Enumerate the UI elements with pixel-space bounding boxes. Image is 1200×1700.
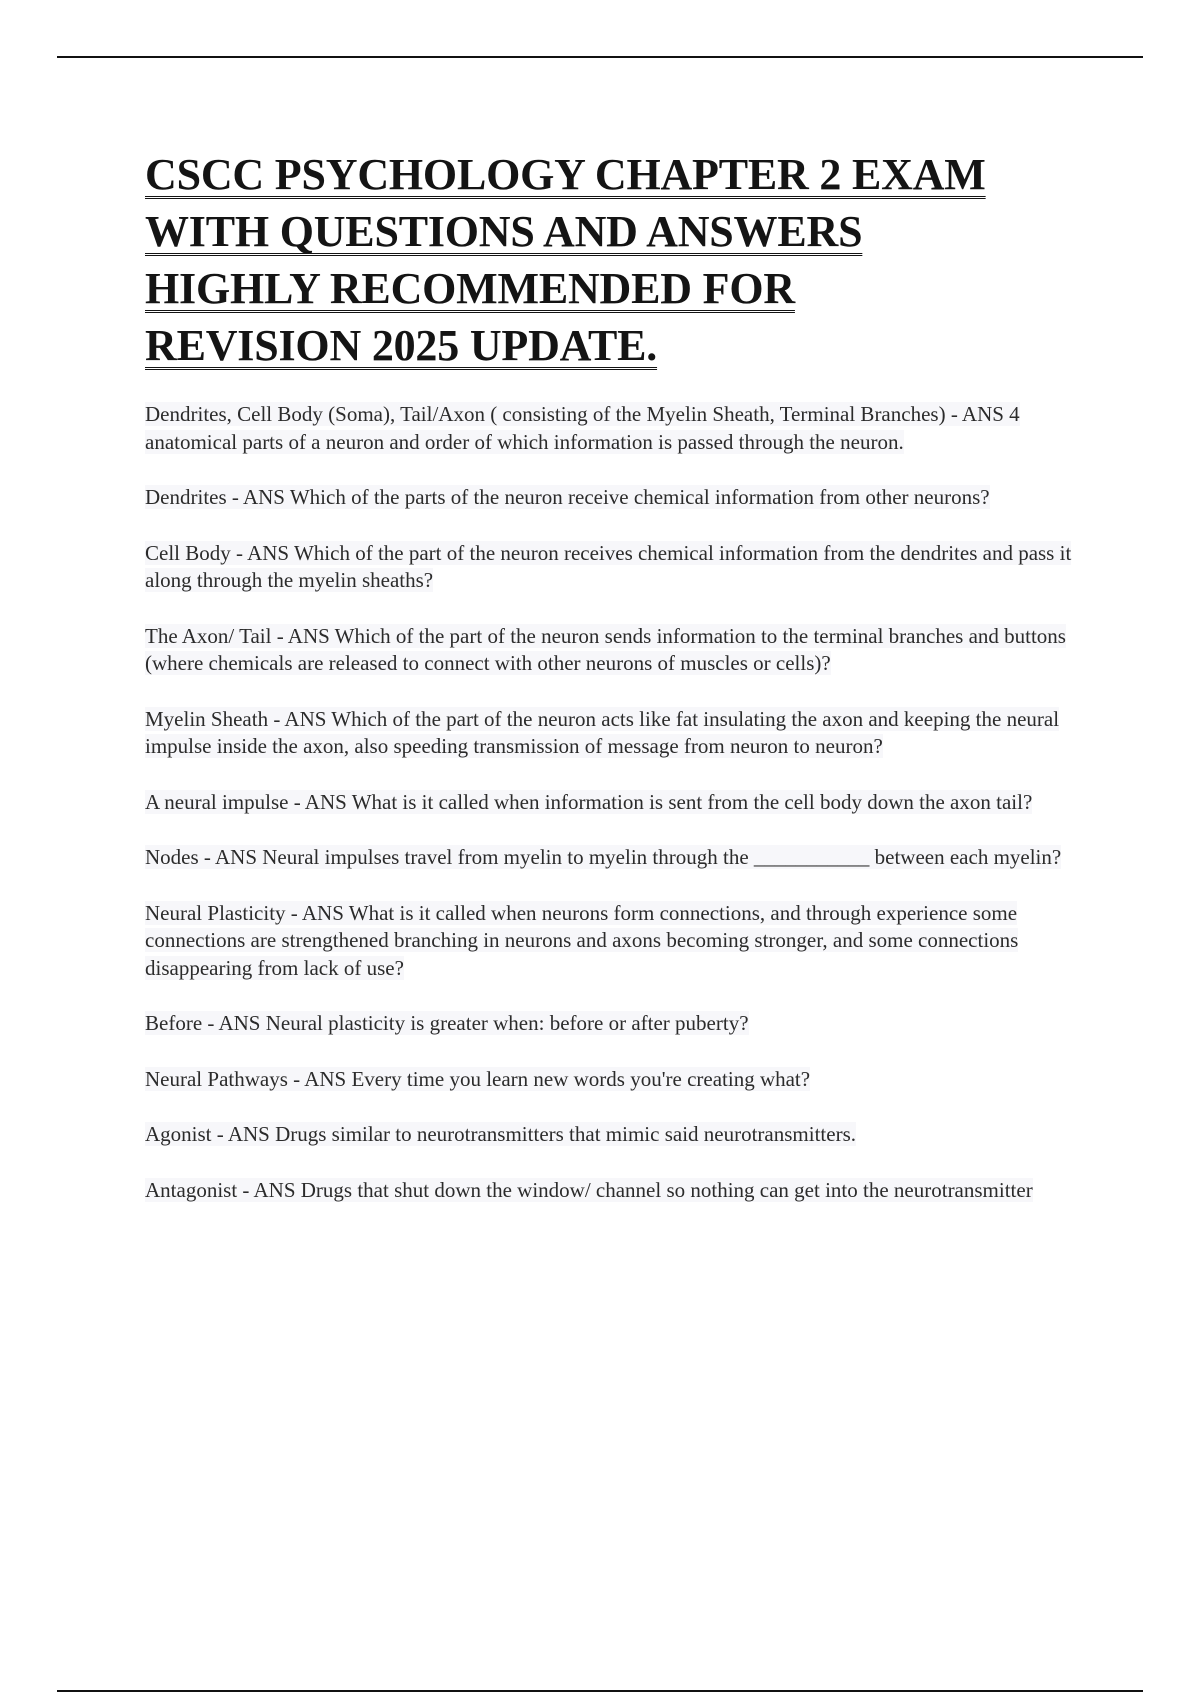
qa-entry-text: Neural Pathways - ANS Every time you learn new words you're creating what? (145, 1066, 811, 1091)
qa-entry (145, 484, 1105, 512)
qa-entry-text: The Axon/ Tail - ANS Which of the part of the neuron sends information to the terminal branches and buttons (where chemicals are released to connect with other neurons of muscles or cells)? (145, 623, 1066, 675)
bottom-rule (57, 1690, 1143, 1692)
qa-entry-text: Agonist - ANS Drugs similar to neurotransmitters that mimic said neurotransmitters. (145, 1122, 856, 1146)
document-body (145, 146, 1105, 1232)
title-line: CSCC PSYCHOLOGY CHAPTER 2 EXAM (145, 150, 986, 199)
title-line: WITH QUESTIONS AND ANSWERS (145, 207, 863, 256)
qa-entry (145, 540, 1105, 595)
qa-entry-text: Neural Plasticity - ANS What is it called when neurons form connections, and through experience some connections are strengthened branching in neurons and axons becoming stronger, and some connections disappearing from lack of use? (145, 900, 1019, 980)
title-line: HIGHLY RECOMMENDED FOR (145, 264, 795, 313)
qa-entry-text: Nodes - ANS Neural impulses travel from myelin to myelin through the ___________ between each myelin? (145, 845, 1062, 869)
qa-entry (145, 789, 1105, 817)
qa-entry (145, 1121, 1105, 1149)
document-title (145, 146, 1105, 374)
qa-entry-text: Myelin Sheath - ANS Which of the part of the neuron acts like fat insulating the axon and keeping the neural impulse inside the axon, also speeding transmission of message from neuron to neuron? (145, 706, 1060, 758)
qa-entry-text: Cell Body - ANS Which of the part of the neuron receives chemical information from the dendrites and pass it along through the myelin sheaths? (145, 540, 1072, 592)
qa-entry (145, 706, 1105, 761)
top-rule (57, 56, 1143, 58)
qa-entry (145, 844, 1105, 872)
qa-entry (145, 623, 1105, 678)
qa-list (145, 401, 1105, 1204)
qa-entry-text: Antagonist - ANS Drugs that shut down the window/ channel so nothing can get into the neurotransmitter (145, 1177, 1033, 1202)
qa-entry-text: A neural impulse - ANS What is it called when information is sent from the cell body down the axon tail? (145, 789, 1033, 814)
qa-entry (145, 1010, 1105, 1038)
qa-entry (145, 401, 1105, 456)
qa-entry-text: Dendrites, Cell Body (Soma), Tail/Axon ( consisting of the Myelin Sheath, Terminal Branches) - ANS 4 anatomical parts of a neuron and order of which information is passed through the neuron. (145, 402, 1020, 454)
qa-entry (145, 1066, 1105, 1094)
title-line: REVISION 2025 UPDATE. (145, 321, 658, 370)
qa-entry-text: Dendrites - ANS Which of the parts of the neuron receive chemical information from other neurons? (145, 485, 990, 509)
qa-entry-text: Before - ANS Neural plasticity is greater when: before or after puberty? (145, 1011, 749, 1035)
qa-entry (145, 1177, 1105, 1205)
qa-entry (145, 900, 1105, 983)
